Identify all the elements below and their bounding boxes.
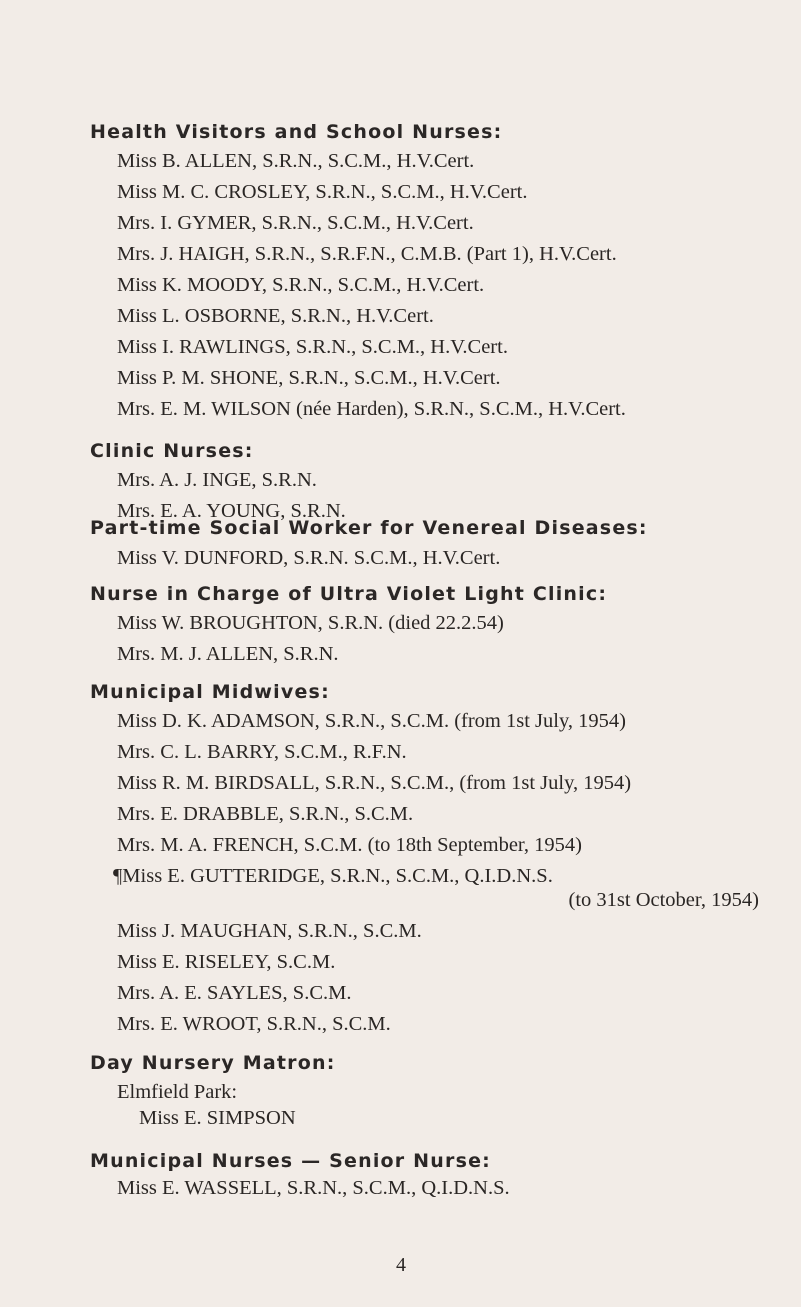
staff-entry: Miss R. M. BIRDSALL, S.R.N., S.C.M., (from 1st July, 1954) <box>117 772 632 794</box>
staff-entry-continuation: (to 31st October, 1954) <box>568 889 759 911</box>
staff-entry: Miss I. RAWLINGS, S.R.N., S.C.M., H.V.Cert. <box>117 336 508 358</box>
section-heading-social-worker: Part-time Social Worker for Venereal Diseases: <box>90 517 648 539</box>
staff-entry: Miss V. DUNFORD, S.R.N. S.C.M., H.V.Cert. <box>117 547 501 569</box>
staff-entry: Mrs. M. J. ALLEN, S.R.N. <box>117 643 339 665</box>
section-heading-clinic-nurses: Clinic Nurses: <box>90 440 254 462</box>
staff-entry: ¶Miss E. GUTTERIDGE, S.R.N., S.C.M., Q.I.D.N.S. <box>113 865 553 887</box>
section-heading-municipal-nurses: Municipal Nurses — Senior Nurse: <box>90 1150 491 1172</box>
staff-entry: Miss J. MAUGHAN, S.R.N., S.C.M. <box>117 920 422 942</box>
section-heading-municipal-midwives: Municipal Midwives: <box>90 681 330 703</box>
staff-entry: Miss D. K. ADAMSON, S.R.N., S.C.M. (from 1st July, 1954) <box>117 710 626 732</box>
section-heading-day-nursery: Day Nursery Matron: <box>90 1052 336 1074</box>
staff-entry: Miss E. SIMPSON <box>139 1107 296 1129</box>
page-number: 4 <box>396 1254 406 1276</box>
staff-entry: Mrs. E. M. WILSON (née Harden), S.R.N., S.C.M., H.V.Cert. <box>117 398 626 420</box>
staff-entry: Mrs. C. L. BARRY, S.C.M., R.F.N. <box>117 741 407 763</box>
staff-entry: Mrs. A. J. INGE, S.R.N. <box>117 469 317 491</box>
location-label: Elmfield Park: <box>117 1081 238 1103</box>
staff-entry: Mrs. E. A. YOUNG, S.R.N. <box>117 500 346 522</box>
staff-entry: Miss L. OSBORNE, S.R.N., H.V.Cert. <box>117 305 434 327</box>
staff-entry: Miss B. ALLEN, S.R.N., S.C.M., H.V.Cert. <box>117 150 475 172</box>
staff-entry: Miss E. WASSELL, S.R.N., S.C.M., Q.I.D.N.S. <box>117 1177 510 1199</box>
staff-entry: Miss P. M. SHONE, S.R.N., S.C.M., H.V.Cert. <box>117 367 501 389</box>
staff-entry: Miss M. C. CROSLEY, S.R.N., S.C.M., H.V.Cert. <box>117 181 528 203</box>
staff-entry: Miss K. MOODY, S.R.N., S.C.M., H.V.Cert. <box>117 274 485 296</box>
staff-entry: Mrs. I. GYMER, S.R.N., S.C.M., H.V.Cert. <box>117 212 474 234</box>
section-heading-health-visitors: Health Visitors and School Nurses: <box>90 121 503 143</box>
staff-entry: Mrs. E. WROOT, S.R.N., S.C.M. <box>117 1013 391 1035</box>
staff-entry: Mrs. A. E. SAYLES, S.C.M. <box>117 982 352 1004</box>
section-heading-uv-clinic: Nurse in Charge of Ultra Violet Light Clinic: <box>90 583 608 605</box>
staff-entry: Miss W. BROUGHTON, S.R.N. (died 22.2.54) <box>117 612 504 634</box>
staff-entry: Miss E. RISELEY, S.C.M. <box>117 951 336 973</box>
staff-entry: Mrs. E. DRABBLE, S.R.N., S.C.M. <box>117 803 414 825</box>
staff-entry: Mrs. M. A. FRENCH, S.C.M. (to 18th September, 1954) <box>117 834 583 856</box>
staff-entry: Mrs. J. HAIGH, S.R.N., S.R.F.N., C.M.B. (Part 1), H.V.Cert. <box>117 243 617 265</box>
